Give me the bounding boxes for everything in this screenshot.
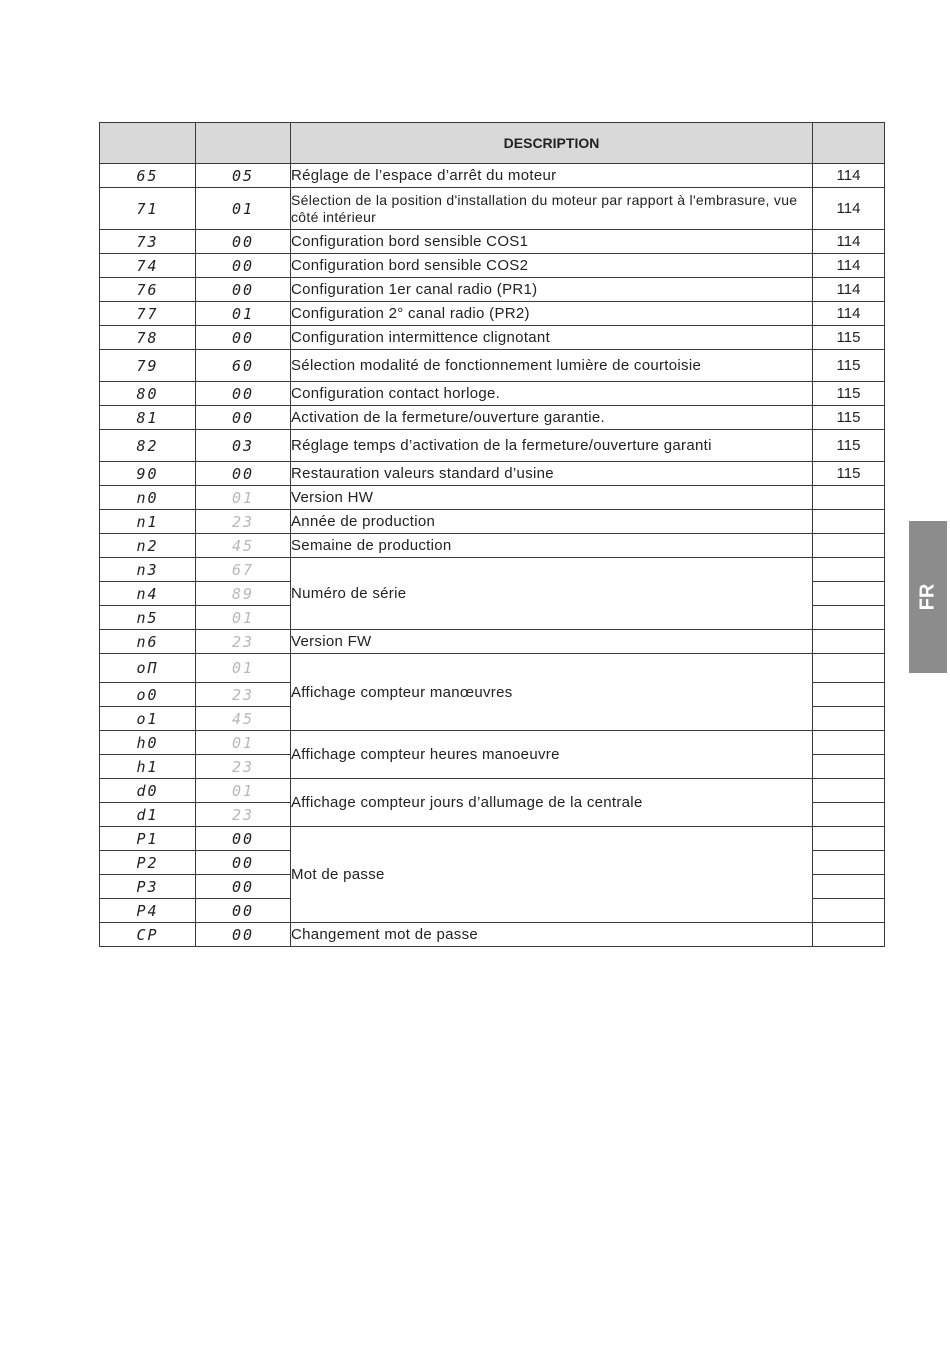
param-value: 01: [196, 779, 291, 803]
parameter-table: [99, 122, 885, 947]
param-page: [813, 606, 885, 630]
param-value: 00: [196, 278, 291, 302]
param-description: Changement mot de passe: [291, 923, 813, 947]
param-page: [813, 683, 885, 707]
param-description: Sélection de la position d'installation du moteur par rapport à l'embrasure, vue côté intérieur: [291, 188, 813, 230]
param-description: Version FW: [291, 630, 813, 654]
param-value: 05: [196, 164, 291, 188]
table-row: [100, 731, 885, 755]
param-description: Activation de la fermeture/ouverture garantie.: [291, 406, 813, 430]
table-row: [100, 923, 885, 947]
param-value: 89: [196, 582, 291, 606]
table-row: [100, 462, 885, 486]
table-row: [100, 510, 885, 534]
param-code: oΠ: [100, 654, 196, 683]
param-page: [813, 707, 885, 731]
param-page: 114: [813, 254, 885, 278]
param-code: n4: [100, 582, 196, 606]
param-code: 81: [100, 406, 196, 430]
param-page: [813, 923, 885, 947]
param-value: 00: [196, 851, 291, 875]
param-page: [813, 779, 885, 803]
param-page: 115: [813, 462, 885, 486]
table-row: [100, 654, 885, 683]
param-description: Configuration 2° canal radio (PR2): [291, 302, 813, 326]
param-page: [813, 755, 885, 779]
param-value: 45: [196, 534, 291, 558]
param-page: [813, 582, 885, 606]
param-code: 74: [100, 254, 196, 278]
param-value: 23: [196, 510, 291, 534]
param-page: [813, 827, 885, 851]
table-header-row: [100, 123, 885, 164]
table-row: [100, 350, 885, 382]
param-description: Configuration 1er canal radio (PR1): [291, 278, 813, 302]
param-value: 03: [196, 430, 291, 462]
param-page: 115: [813, 350, 885, 382]
param-description: Réglage temps d’activation de la fermeture/ouverture garanti: [291, 430, 813, 462]
param-code: P1: [100, 827, 196, 851]
param-code: 71: [100, 188, 196, 230]
param-value: 00: [196, 827, 291, 851]
param-code: n3: [100, 558, 196, 582]
param-page: [813, 534, 885, 558]
param-value: 00: [196, 254, 291, 278]
table-row: [100, 164, 885, 188]
param-page: [813, 558, 885, 582]
param-value: 60: [196, 350, 291, 382]
param-code: P3: [100, 875, 196, 899]
language-tab-label: FR: [916, 583, 939, 611]
table-row: [100, 534, 885, 558]
param-description: Numéro de série: [291, 558, 813, 630]
param-code: 78: [100, 326, 196, 350]
param-page: 115: [813, 406, 885, 430]
param-code: o1: [100, 707, 196, 731]
param-value: 00: [196, 899, 291, 923]
language-tab: [909, 521, 947, 673]
param-code: n2: [100, 534, 196, 558]
param-description: Version HW: [291, 486, 813, 510]
param-description: Affichage compteur jours d’allumage de la centrale: [291, 779, 813, 827]
param-code: d0: [100, 779, 196, 803]
param-page: 115: [813, 430, 885, 462]
param-value: 01: [196, 486, 291, 510]
param-description: Configuration intermittence clignotant: [291, 326, 813, 350]
param-code: P2: [100, 851, 196, 875]
param-value: 00: [196, 326, 291, 350]
param-page: 114: [813, 230, 885, 254]
table-row: [100, 230, 885, 254]
table-row: [100, 278, 885, 302]
param-description: Configuration bord sensible COS2: [291, 254, 813, 278]
param-code: 76: [100, 278, 196, 302]
param-page: [813, 630, 885, 654]
param-description: Année de production: [291, 510, 813, 534]
param-code: n6: [100, 630, 196, 654]
table-row: [100, 302, 885, 326]
param-page: [813, 875, 885, 899]
param-value: 45: [196, 707, 291, 731]
param-code: d1: [100, 803, 196, 827]
param-value: 01: [196, 302, 291, 326]
table-row: [100, 486, 885, 510]
param-page: 115: [813, 326, 885, 350]
header-value: [196, 123, 291, 164]
param-code: n0: [100, 486, 196, 510]
param-code: h1: [100, 755, 196, 779]
param-value: 01: [196, 606, 291, 630]
table-row: [100, 254, 885, 278]
param-value: 00: [196, 462, 291, 486]
param-code: n1: [100, 510, 196, 534]
param-page: 114: [813, 188, 885, 230]
param-description: Affichage compteur manœuvres: [291, 654, 813, 731]
param-description: Sélection modalité de fonctionnement lumière de courtoisie: [291, 350, 813, 382]
param-value: 67: [196, 558, 291, 582]
param-value: 01: [196, 731, 291, 755]
table-row: [100, 630, 885, 654]
param-description: Affichage compteur heures manoeuvre: [291, 731, 813, 779]
param-code: 82: [100, 430, 196, 462]
param-page: [813, 731, 885, 755]
param-value: 00: [196, 406, 291, 430]
param-description: Réglage de l’espace d’arrêt du moteur: [291, 164, 813, 188]
param-value: 00: [196, 923, 291, 947]
param-description: Mot de passe: [291, 827, 813, 923]
header-code: [100, 123, 196, 164]
param-value: 23: [196, 803, 291, 827]
param-value: 00: [196, 875, 291, 899]
param-code: 77: [100, 302, 196, 326]
param-description: Configuration bord sensible COS1: [291, 230, 813, 254]
param-page: 115: [813, 382, 885, 406]
param-page: 114: [813, 302, 885, 326]
param-code: 73: [100, 230, 196, 254]
param-code: n5: [100, 606, 196, 630]
param-value: 00: [196, 230, 291, 254]
table-row: [100, 382, 885, 406]
param-page: [813, 654, 885, 683]
param-description: Configuration contact horloge.: [291, 382, 813, 406]
param-code: o0: [100, 683, 196, 707]
param-value: 23: [196, 630, 291, 654]
param-value: 23: [196, 755, 291, 779]
param-page: 114: [813, 164, 885, 188]
param-code: 80: [100, 382, 196, 406]
table-row: [100, 558, 885, 582]
table-row: [100, 326, 885, 350]
table-row: [100, 430, 885, 462]
param-value: 01: [196, 654, 291, 683]
table-row: [100, 188, 885, 230]
param-page: [813, 803, 885, 827]
param-code: CP: [100, 923, 196, 947]
header-page: [813, 123, 885, 164]
param-value: 00: [196, 382, 291, 406]
param-description: Semaine de production: [291, 534, 813, 558]
param-page: [813, 486, 885, 510]
param-page: 114: [813, 278, 885, 302]
table-row: [100, 406, 885, 430]
param-value: 01: [196, 188, 291, 230]
param-code: 65: [100, 164, 196, 188]
param-code: 90: [100, 462, 196, 486]
param-page: [813, 899, 885, 923]
param-code: h0: [100, 731, 196, 755]
table-row: [100, 827, 885, 851]
param-page: [813, 851, 885, 875]
param-code: P4: [100, 899, 196, 923]
table-row: [100, 779, 885, 803]
header-description: DESCRIPTION: [291, 123, 813, 164]
param-description: Restauration valeurs standard d’usine: [291, 462, 813, 486]
param-page: [813, 510, 885, 534]
param-value: 23: [196, 683, 291, 707]
param-code: 79: [100, 350, 196, 382]
